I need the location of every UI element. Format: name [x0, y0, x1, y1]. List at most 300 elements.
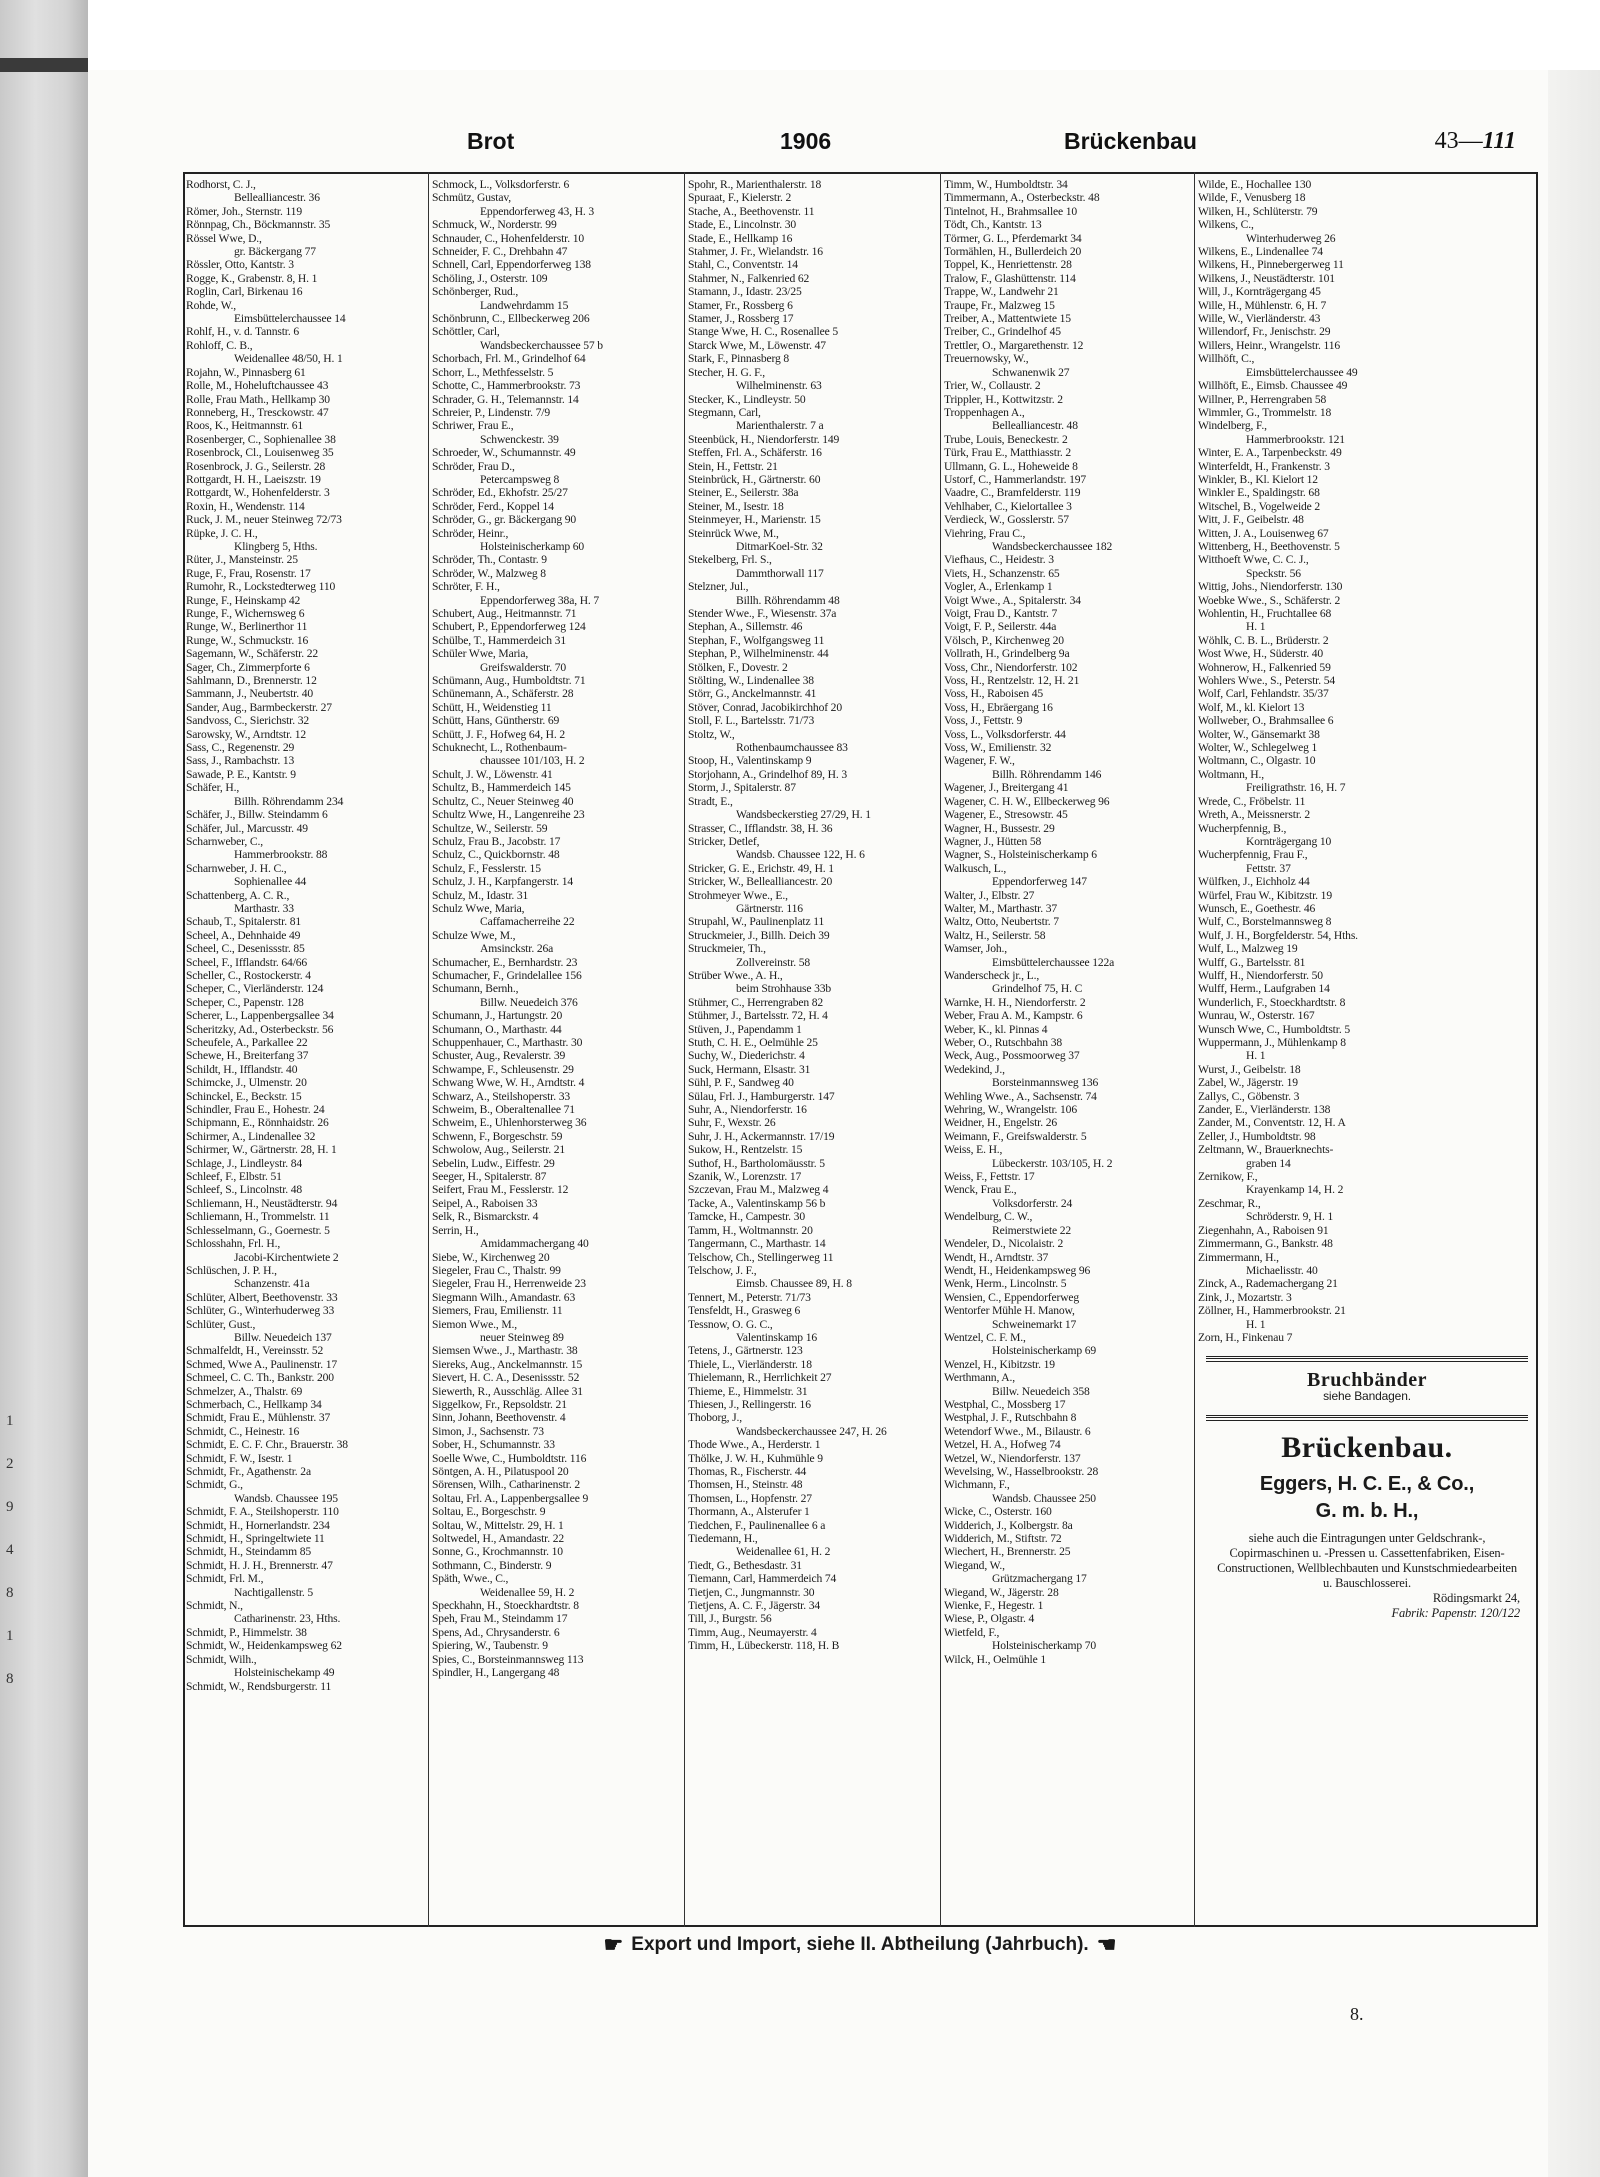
directory-entry: Willendorf, Fr., Jenischstr. 29 [1198, 325, 1331, 339]
directory-entry: Runge, F., Wichernsweg 6 [186, 607, 305, 620]
directory-entry: Verdieck, W., Gosslerstr. 57 [944, 513, 1069, 527]
directory-entry: Runge, W., Berlinerthor 11 [186, 620, 308, 634]
directory-entry: Rosenbrock, Cl., Louisenweg 35 [186, 446, 334, 460]
advertiser-address: Rödingsmarkt 24, [1432, 1590, 1520, 1605]
directory-entry: Schliemann, H., Neustädterstr. 94 [186, 1196, 338, 1210]
directory-entry: Römer, Joh., Sternstr. 119 [186, 204, 302, 218]
directory-entry: Schult, J. W., Löwenstr. 41 [432, 767, 553, 781]
directory-entry: Wille, H., Mühlenstr. 6, H. 7 [1198, 298, 1327, 312]
directory-entry: Zimmermann, H., [1198, 1250, 1279, 1264]
directory-entry: Schwang Wwe, W. H., Arndtstr. 4 [432, 1076, 585, 1090]
directory-entry: Scheper, C., Vierländerstr. 124 [186, 982, 324, 996]
directory-entry: Wensien, C., Eppendorferweg [944, 1290, 1080, 1304]
directory-entry: Wiegand, W., Jägerstr. 28 [944, 1585, 1059, 1599]
directory-entry: Stegmann, Carl, [688, 405, 761, 419]
directory-entry: Rothenbaumchaussee 83 [736, 741, 848, 755]
directory-entry: Schmeel, C. C. Th., Bankstr. 200 [186, 1371, 334, 1385]
directory-entry: Strasser, C., Ifflandstr. 38, H. 36 [688, 821, 833, 835]
directory-entry: Witschel, B., Vogelweide 2 [1198, 499, 1321, 513]
edge-mark: 4 [6, 1542, 14, 1558]
directory-entry: Amsinckstr. 26a [480, 942, 554, 956]
directory-entry: Wimmler, G., Trommelstr. 18 [1198, 405, 1332, 419]
directory-entry: Wandsb. Chaussee 250 [992, 1491, 1096, 1505]
directory-entry: Sonne, G., Krochmannstr. 10 [432, 1545, 563, 1559]
directory-entry: Stelzner, Jul., [688, 580, 749, 594]
directory-entry: Schröder, W., Malzweg 8 [432, 566, 546, 580]
directory-entry: Schulz Wwe, Maria, [432, 901, 525, 915]
directory-entry: Wagener, C. H. W., Ellbeckerweg 96 [944, 794, 1110, 808]
directory-entry: Steiner, E., Seilerstr. 38a [688, 486, 799, 500]
directory-entry: Schöttler, Carl, [432, 325, 500, 339]
directory-entry: Stamer, Fr., Rossberg 6 [688, 298, 793, 312]
directory-entry: Ruck, J. M., neuer Steinweg 72/73 [186, 513, 342, 527]
directory-entry: Wiegand, W., [944, 1558, 1005, 1572]
directory-entry: Wanderscheck jr., L., [944, 968, 1040, 982]
directory-entry: Schuknecht, L., Rothenbaum- [432, 741, 567, 755]
directory-entry: Wunsch, E., Goethestr. 46 [1198, 901, 1316, 915]
directory-entry: Billh. Röhrendamm 146 [992, 767, 1102, 781]
directory-entry: Kornträgergang 10 [1246, 834, 1332, 848]
directory-column-1 [186, 178, 426, 1923]
directory-entry: Thölke, J. W. H., Kuhmühle 9 [688, 1451, 823, 1465]
directory-entry: Schröter, F. H., [432, 580, 500, 594]
directory-column-5 [1198, 178, 1536, 1923]
directory-entry: Viehring, Frau C., [944, 526, 1026, 540]
directory-entry: Tietjens, A. C. F., Jägerstr. 34 [688, 1599, 821, 1613]
directory-entry: Stoop, H., Valentinskamp 9 [688, 754, 812, 768]
directory-entry: Timmermann, A., Osterbeckstr. 48 [944, 191, 1100, 205]
directory-entry: Schmidt, G., [186, 1478, 243, 1492]
directory-entry: Woltmann, C., Olgastr. 10 [1198, 754, 1316, 768]
directory-entry: Voss, J., Fettstr. 9 [944, 714, 1023, 728]
directory-entry: Türk, Frau E., Matthiasstr. 2 [944, 446, 1072, 460]
directory-entry: Steinbrück, H., Gärtnerstr. 60 [688, 472, 821, 486]
directory-entry: Stade, E., Hellkamp 16 [688, 231, 793, 245]
column-divider [428, 172, 429, 1927]
directory-entry: Trettler, O., Margarethenstr. 12 [944, 338, 1084, 352]
directory-entry: Schnauder, C., Hohenfelderstr. 10 [432, 231, 585, 245]
directory-entry: Rohloff, C. B., [186, 338, 253, 352]
directory-entry: Billw. Neuedeich 376 [480, 995, 578, 1009]
directory-entry: Tiemann, Carl, Hammerdeich 74 [688, 1572, 837, 1586]
directory-entry: Schulz, C., Quickbornstr. 48 [432, 848, 560, 862]
directory-entry: Zeschmar, R., [1198, 1196, 1261, 1210]
directory-entry: Schroeder, W., Schumannstr. 49 [432, 446, 576, 460]
directory-entry: Wicke, C., Osterstr. 160 [944, 1505, 1052, 1519]
column-divider [940, 172, 941, 1927]
directory-entry: Siegeler, Frau C., Thalstr. 99 [432, 1263, 561, 1277]
advertisement-block [1198, 1356, 1536, 1620]
directory-entry: H. 1 [1246, 620, 1266, 634]
directory-entry: Schmidt, H., Springeltwiete 11 [186, 1532, 325, 1546]
directory-entry: Zander, E., Vierländerstr. 138 [1198, 1103, 1331, 1117]
directory-entry: Wendt, H., Arndtstr. 37 [944, 1250, 1049, 1264]
directory-entry: Schwarz, A., Steilshoperstr. 33 [432, 1089, 571, 1103]
scan-tab [0, 58, 88, 72]
directory-entry: Stuth, C. H. E., Oelmühle 25 [688, 1036, 818, 1049]
directory-entry: Wille, W., Vierländerstr. 43 [1198, 312, 1321, 326]
directory-entry: Wilkens, H., Pinnebergerweg 11 [1198, 258, 1344, 272]
directory-entry: Schönberger, Rud., [432, 285, 519, 299]
directory-entry: Schümann, Aug., Humboldtstr. 71 [432, 674, 586, 688]
directory-entry: Schirmer, A., Lindenallee 32 [186, 1129, 316, 1143]
directory-entry: Strohmeyer Wwe., E., [688, 888, 788, 902]
directory-entry: Stache, A., Beethovenstr. 11 [688, 204, 815, 218]
directory-entry: Scheel, C., Desenissstr. 85 [186, 942, 305, 956]
directory-entry: Catharinenstr. 23, Hths. [234, 1612, 341, 1626]
directory-entry: Krayenkamp 14, H. 2 [1246, 1183, 1344, 1197]
directory-entry: Trappe, W., Landwehr 21 [944, 285, 1059, 299]
directory-entry: Spohr, R., Marienthalerstr. 18 [688, 178, 822, 191]
directory-entry: Eppendorferweg 43, H. 3 [480, 204, 595, 218]
directory-entry: Trier, W., Collaustr. 2 [944, 379, 1041, 393]
directory-entry: Wetzel, H. A., Hofweg 74 [944, 1438, 1061, 1452]
directory-entry: Wolter, W., Gänsemarkt 38 [1198, 727, 1320, 741]
directory-entry: Zernikow, F., [1198, 1170, 1258, 1184]
directory-entry: Billw. Neuedeich 137 [234, 1330, 332, 1344]
directory-entry: Schubert, Aug., Heitmannstr. 71 [432, 607, 577, 620]
separator-rule [1206, 1415, 1528, 1421]
directory-entry: Wulf, L., Malzweg 19 [1198, 942, 1298, 956]
directory-entry: Stekelberg, Frl. S., [688, 553, 772, 567]
directory-entry: Walter, J., Elbstr. 27 [944, 888, 1035, 902]
directory-entry: Voss, Chr., Niendorferstr. 102 [944, 660, 1078, 674]
directory-entry: Voigt Wwe., A., Spitalerstr. 34 [944, 593, 1081, 607]
directory-entry: Starck Wwe, M., Löwenstr. 47 [688, 338, 826, 352]
directory-entry: Zinck, A., Rademachergang 21 [1198, 1277, 1338, 1291]
directory-entry: Viets, H., Schanzenstr. 65 [944, 566, 1060, 580]
directory-entry: Schmalfeldt, H., Vereinsstr. 52 [186, 1344, 324, 1358]
column-divider [1194, 172, 1195, 1927]
directory-entry: Voss, W., Emilienstr. 32 [944, 741, 1052, 755]
directory-entry: Scheel, A., Dehnhaide 49 [186, 928, 301, 942]
directory-entry: Stahmer, J. Fr., Wielandstr. 16 [688, 245, 823, 259]
directory-entry: Timm, Aug., Neumayerstr. 4 [688, 1625, 817, 1639]
directory-entry: Spens, Ad., Chrysanderstr. 6 [432, 1625, 560, 1639]
directory-entry: Rohde, W., [186, 298, 237, 312]
directory-entry: Volksdorferstr. 24 [992, 1196, 1073, 1210]
directory-entry: Schönbrunn, C., Ellbeckerweg 206 [432, 312, 590, 326]
directory-entry: Wilhelminenstr. 63 [736, 379, 822, 393]
directory-entry: graben 14 [1246, 1156, 1291, 1170]
directory-entry: Viefhaus, C., Heidestr. 3 [944, 553, 1054, 567]
directory-entry: Eimsbüttelerchaussee 14 [234, 312, 346, 326]
directory-entry: Wucherpfennig, Frau F., [1198, 848, 1308, 862]
directory-entry: Schorbach, Frl. M., Grindelhof 64 [432, 352, 586, 366]
directory-entry: Tiedt, G., Bethesdastr. 31 [688, 1558, 802, 1572]
directory-entry: Waltz, Otto, Neubertstr. 7 [944, 915, 1059, 929]
directory-entry: Tiedchen, F., Paulinenallee 6 a [688, 1518, 826, 1532]
directory-entry: Willner, P., Herrengraben 58 [1198, 392, 1327, 406]
directory-entry: Schlüter, Albert, Beethovenstr. 33 [186, 1290, 338, 1304]
page-number-prefix: 43— [1434, 128, 1483, 154]
directory-entry: Wilde, E., Hochallee 130 [1198, 178, 1312, 191]
directory-entry: Walter, M., Marthastr. 37 [944, 901, 1058, 915]
directory-entry: Schwenn, F., Borgeschstr. 59 [432, 1129, 563, 1143]
directory-entry: Wunrau, W., Osterstr. 167 [1198, 1009, 1315, 1023]
directory-entry: Holsteinischekamp 49 [234, 1666, 335, 1680]
directory-entry: Tessnow, O. G. C., [688, 1317, 773, 1331]
directory-entry: Scherer, L., Lappenbergsallee 34 [186, 1009, 334, 1023]
directory-entry: Völsch, P., Kirchenweg 20 [944, 633, 1064, 647]
directory-entry: Tetens, J., Gärtnerstr. 123 [688, 1344, 803, 1358]
directory-entry: Wandsbeckerchaussee 57 b [480, 338, 603, 352]
directory-entry: Schulz, M., Idastr. 31 [432, 888, 529, 902]
directory-entry: Siegeler, Frau H., Herrenweide 23 [432, 1277, 586, 1291]
directory-entry: Wulff, G., Bartelsstr. 81 [1198, 955, 1306, 969]
directory-entry: Szczevan, Frau M., Malzweg 4 [688, 1183, 829, 1197]
directory-entry: Wagener, J., Breitergang 41 [944, 781, 1069, 795]
directory-entry: Schlüter, Gust., [186, 1317, 256, 1331]
directory-entry: Wehring, W., Wrangelstr. 106 [944, 1103, 1077, 1117]
edge-mark: 8 [6, 1585, 14, 1601]
directory-entry: Späth, Wwe., C., [432, 1572, 509, 1586]
directory-entry: Tamm, H., Woltmannstr. 20 [688, 1223, 813, 1237]
directory-entry: Soelle Wwe, C., Humboldtstr. 116 [432, 1451, 587, 1465]
directory-entry: Schultz, C., Neuer Steinweg 40 [432, 794, 574, 808]
directory-entry: Schneider, F. C., Drehbahn 47 [432, 245, 568, 259]
directory-entry: beim Strohhause 33b [736, 982, 832, 996]
edge-mark: 9 [6, 1499, 14, 1515]
directory-entry: Wedekind, J., [944, 1062, 1005, 1076]
directory-entry: Thoborg, J., [688, 1411, 743, 1425]
directory-entry: Zimmermann, G., Bankstr. 48 [1198, 1237, 1333, 1251]
directory-entry: Wevelsing, W., Hasselbrookstr. 28 [944, 1465, 1099, 1478]
directory-entry: Sammann, J., Neubertstr. 40 [186, 687, 314, 701]
directory-entry: Scheufele, A., Parkallee 22 [186, 1036, 308, 1049]
header-left-keyword: Brot [467, 128, 515, 154]
directory-entry: Werthmann, A., [944, 1371, 1016, 1385]
directory-entry: Wost Wwe, H., Süderstr. 40 [1198, 647, 1324, 661]
directory-entry: gr. Bäckergang 77 [234, 245, 316, 259]
directory-entry: Tödt, Ch., Kantstr. 13 [944, 218, 1042, 232]
directory-entry: Billh. Röhrendamm 48 [736, 593, 840, 607]
directory-entry: Roos, K., Heitmannstr. 61 [186, 419, 304, 433]
directory-entry: Suthof, H., Bartholomäusstr. 5 [688, 1156, 825, 1170]
directory-entry: Schlosshahn, Frl. H., [186, 1237, 281, 1251]
directory-entry: Winkler E., Spaldingstr. 68 [1198, 486, 1320, 500]
directory-entry: Wamser, Joh., [944, 942, 1007, 956]
directory-entry: Schäfer, H., [186, 781, 240, 795]
edge-marks [6, 1400, 20, 1960]
directory-entry: Wetzel, W., Niendorferstr. 137 [944, 1451, 1081, 1465]
directory-entry: Sülau, Frl. J., Hamburgerstr. 147 [688, 1089, 835, 1103]
directory-entry: Tralow, F., Glashüttenstr. 114 [944, 271, 1076, 285]
directory-entry: Tietjen, C., Jungmannstr. 30 [688, 1585, 815, 1599]
directory-entry: Timm, W., Humboldtstr. 34 [944, 178, 1068, 191]
directory-entry: Stoll, F. L., Bartelsstr. 71/73 [688, 714, 815, 728]
directory-entry: Schmidt, H., Steindamm 85 [186, 1545, 312, 1559]
scan-left-margin [0, 0, 88, 2177]
directory-entry: Trube, Louis, Beneckestr. 2 [944, 432, 1068, 446]
directory-entry: Tensfeldt, H., Grasweg 6 [688, 1304, 801, 1318]
footer-banner [180, 1932, 1540, 1958]
directory-entry: Schumann, O., Marthastr. 44 [432, 1022, 562, 1036]
directory-entry: Stamer, J., Rossberg 17 [688, 312, 794, 326]
directory-entry: Schmidt, Fr., Agathenstr. 2a [186, 1465, 311, 1478]
directory-entry: Sarowsky, W., Arndtstr. 12 [186, 727, 306, 741]
directory-entry: Schuppenhauer, C., Marthastr. 30 [432, 1036, 583, 1049]
directory-entry: Holsteinischerkamp 69 [992, 1344, 1097, 1358]
directory-entry: Schmelzer, A., Thalstr. 69 [186, 1384, 303, 1398]
directory-entry: Stühmer, C., Herrengraben 82 [688, 995, 824, 1009]
directory-entry: Wenk, Herm., Lincolnstr. 5 [944, 1277, 1067, 1291]
directory-entry: Schmidt, W., Rendsburgerstr. 11 [186, 1679, 332, 1693]
directory-entry: Wentzel, C. F. M., [944, 1330, 1026, 1344]
directory-entry: Thomsen, H., Steinstr. 48 [688, 1478, 803, 1492]
directory-entry: Schweim, B., Oberaltenallee 71 [432, 1103, 575, 1117]
directory-entry: Scheritzky, Ad., Osterbeckstr. 56 [186, 1022, 334, 1036]
directory-entry: Stade, E., Lincolnstr. 30 [688, 218, 796, 232]
sheet-signature: 8. [1350, 2004, 1364, 2024]
directory-entry: Billw. Neuedeich 358 [992, 1384, 1090, 1398]
directory-entry: Wietfeld, F., [944, 1625, 1000, 1639]
directory-entry: Schütt, H., Weidenstieg 11 [432, 700, 552, 714]
directory-entry: Winterfeldt, H., Frankenstr. 3 [1198, 459, 1330, 473]
directory-entry: Schwolow, Aug., Seilerstr. 21 [432, 1143, 566, 1157]
directory-entry: Wohnerow, H., Falkenried 59 [1198, 660, 1331, 674]
advertiser-factory-address: Fabrik: Papenstr. 120/122 [1391, 1605, 1520, 1620]
directory-entry: Wiese, P., Olgastr. 4 [944, 1612, 1035, 1626]
directory-entry: Wülfken, J., Eichholz 44 [1198, 875, 1310, 889]
directory-entry: Schlesselmann, G., Goernestr. 5 [186, 1223, 330, 1237]
directory-entry: Wichmann, F., [944, 1478, 1010, 1492]
directory-entry: Schleef, F., Elbstr. 51 [186, 1170, 282, 1184]
directory-entry: Winterhuderweg 26 [1246, 231, 1336, 245]
directory-entry: Landwehrdamm 15 [480, 298, 569, 312]
directory-column-4 [944, 178, 1192, 1923]
directory-entry: Voss, H., Ebräergang 16 [944, 700, 1053, 714]
directory-entry: Scheller, C., Rostockerstr. 4 [186, 968, 311, 982]
directory-entry: Hammerbrookstr. 121 [1246, 432, 1345, 446]
directory-entry: Rottgardt, H. H., Laeiszstr. 19 [186, 472, 321, 486]
directory-entry: Stöver, Conrad, Jacobikirchhof 20 [688, 700, 842, 714]
directory-entry: Wandsbeckerchaussee 182 [992, 539, 1113, 553]
directory-entry: Suhr, J. H., Ackermannstr. 17/19 [688, 1129, 835, 1143]
column-5-entries [1198, 178, 1536, 1344]
directory-entry: Wilkens, E., Lindenallee 74 [1198, 245, 1323, 259]
directory-entry: Wendt, H., Heidenkampsweg 96 [944, 1263, 1091, 1277]
directory-entry: Stange Wwe, H. C., Rosenallee 5 [688, 325, 839, 339]
directory-entry: Ronneberg, H., Tresckowstr. 47 [186, 405, 329, 419]
directory-entry: Vehlhaber, C., Kielortallee 3 [944, 499, 1072, 513]
directory-entry: Rönnpag, Ch., Böckmannstr. 35 [186, 218, 331, 232]
directory-entry: Wulf, J. H., Borgfelderstr. 54, Hths. [1198, 928, 1358, 942]
directory-entry: Voigt, Frau D., Kantstr. 7 [944, 607, 1058, 620]
directory-entry: Seifert, Frau M., Fesslerstr. 12 [432, 1183, 569, 1197]
directory-entry: Steffen, Frl. A., Schäferstr. 16 [688, 446, 822, 460]
directory-entry: Widderich, J., Kolbergstr. 8a [944, 1518, 1073, 1532]
directory-entry: Schmidt, F. W., Isestr. 1 [186, 1451, 293, 1465]
directory-entry: Wandsb. Chaussee 122, H. 6 [736, 848, 865, 862]
directory-entry: Grützmachergang 17 [992, 1572, 1087, 1586]
directory-entry: Schöling, J., Osterstr. 109 [432, 271, 548, 285]
directory-entry: Wittenberg, H., Beethovenstr. 5 [1198, 539, 1340, 553]
directory-entry: Wenck, Frau E., [944, 1183, 1017, 1197]
directory-entry: Schwanenwik 27 [992, 365, 1070, 379]
directory-entry: Ullmann, G. L., Hoheweide 8 [944, 459, 1078, 473]
directory-entry: Stühmer, J., Bartelsstr. 72, H. 4 [688, 1009, 828, 1023]
directory-entry: Schattenberg, A. C. R., [186, 888, 290, 902]
directory-entry: Treuernowsky, W., [944, 352, 1029, 366]
bruchbaender-heading: Bruchbänder [1307, 1369, 1427, 1392]
directory-entry: Wohlers Wwe., S., Peterstr. 54 [1198, 674, 1336, 688]
directory-entry: Greifswalderstr. 70 [480, 660, 567, 674]
header-year: 1906 [780, 128, 832, 154]
directory-entry: Stölting, W., Lindenallee 38 [688, 674, 814, 688]
directory-entry: Wunsch Wwe, C., Humboldtstr. 5 [1198, 1022, 1350, 1036]
directory-entry: Wendelburg, C. W., [944, 1210, 1033, 1224]
directory-entry: Telschow, Ch., Stellingerweg 11 [688, 1250, 834, 1264]
directory-entry: Thode Wwe., A., Herderstr. 1 [688, 1438, 821, 1452]
directory-entry: Vollrath, H., Grindelberg 9a [944, 647, 1070, 661]
directory-entry: Rosenbrock, J. G., Seilerstr. 28 [186, 459, 326, 473]
directory-entry: Gärtnerstr. 116 [736, 901, 803, 915]
directory-entry: Stricker, W., Bellealliancestr. 20 [688, 875, 833, 889]
directory-entry: Siewerth, R., Ausschläg. Allee 31 [432, 1384, 583, 1398]
directory-entry: Zabel, W., Jägerstr. 19 [1198, 1076, 1298, 1090]
directory-entry: Winter, E. A., Tarpenbeckstr. 49 [1198, 446, 1342, 460]
directory-entry: Störr, G., Anckelmannstr. 41 [688, 687, 817, 701]
directory-entry: Schüler Wwe, Maria, [432, 647, 529, 661]
directory-entry: Siemers, Frau, Emilienstr. 11 [432, 1304, 563, 1318]
directory-entry: Rüpke, J. C. H., [186, 526, 258, 540]
directory-entry: Voss, L., Volksdorferstr. 44 [944, 727, 1066, 741]
directory-entry: Wagner, J., Hütten 58 [944, 834, 1042, 848]
directory-entry: Schindler, Frau E., Hohestr. 24 [186, 1103, 325, 1117]
directory-entry: Wunderlich, F., Stoeckhardtstr. 8 [1198, 995, 1346, 1009]
column-divider [684, 172, 685, 1927]
directory-entry: Tennert, M., Peterstr. 71/73 [688, 1290, 811, 1304]
directory-entry: Zorn, H., Finkenau 7 [1198, 1330, 1293, 1344]
advertiser-name-line-1: Eggers, H. C. E., & Co., [1259, 1472, 1475, 1495]
directory-entry: Schröder, G., gr. Bäckergang 90 [432, 513, 577, 527]
directory-entry: Schultz, B., Hammerdeich 145 [432, 781, 571, 795]
directory-entry: Schmütz, Gustav, [432, 191, 511, 205]
directory-entry: Sawade, P. E., Kantstr. 9 [186, 767, 296, 781]
directory-entry: Schubert, P., Eppendorferweg 124 [432, 620, 586, 634]
directory-entry: Freiligrathstr. 16, H. 7 [1246, 781, 1346, 795]
directory-entry: Schmidt, N., [186, 1599, 243, 1613]
directory-entry: Siemon Wwe., M., [432, 1317, 517, 1331]
directory-entry: Wucherpfennig, B., [1198, 821, 1287, 835]
directory-entry: Schewe, H., Breiterfang 37 [186, 1049, 309, 1063]
directory-entry: Stoltz, W., [688, 727, 735, 741]
directory-entry: Roglin, Carl, Birkenau 16 [186, 285, 303, 299]
directory-entry: Thieme, E., Himmelstr. 31 [688, 1384, 808, 1398]
directory-entry: Wagner, H., Bussestr. 29 [944, 821, 1055, 835]
directory-entry: Schulze Wwe, M., [432, 928, 516, 942]
directory-entry: Schumann, Bernh., [432, 982, 519, 996]
directory-entry: Schlüschen, J. P. H., [186, 1263, 277, 1277]
directory-entry: Speckhahn, H., Stoeckhardtstr. 8 [432, 1599, 579, 1613]
directory-entry: Dammthorwall 117 [736, 566, 824, 580]
directory-entry: Zander, M., Conventstr. 12, H. A [1198, 1116, 1346, 1130]
directory-entry: Sebelin, Ludw., Eiffestr. 29 [432, 1156, 555, 1170]
directory-entry: Stradt, E., [688, 794, 733, 808]
directory-entry: Walkusch, L., [944, 861, 1007, 875]
page-number [1435, 128, 1516, 155]
directory-entry: Sievert, H. C. A., Desenissstr. 52 [432, 1371, 580, 1385]
directory-entry: Ziegenhahn, A., Raboisen 91 [1198, 1223, 1329, 1237]
advertiser-name-line-2: G. m. b. H., [1315, 1499, 1419, 1522]
directory-entry: Schaub, T., Spitalerstr. 81 [186, 915, 301, 929]
directory-entry: Schmidt, H. J. H., Brennerstr. 47 [186, 1558, 333, 1572]
directory-entry: Woltmann, H., [1198, 767, 1265, 781]
directory-entry: Sothmann, C., Binderstr. 9 [432, 1558, 552, 1572]
directory-entry: Zeller, J., Humboldtstr. 98 [1198, 1129, 1316, 1143]
directory-entry: Tamcke, H., Campestr. 30 [688, 1210, 805, 1224]
